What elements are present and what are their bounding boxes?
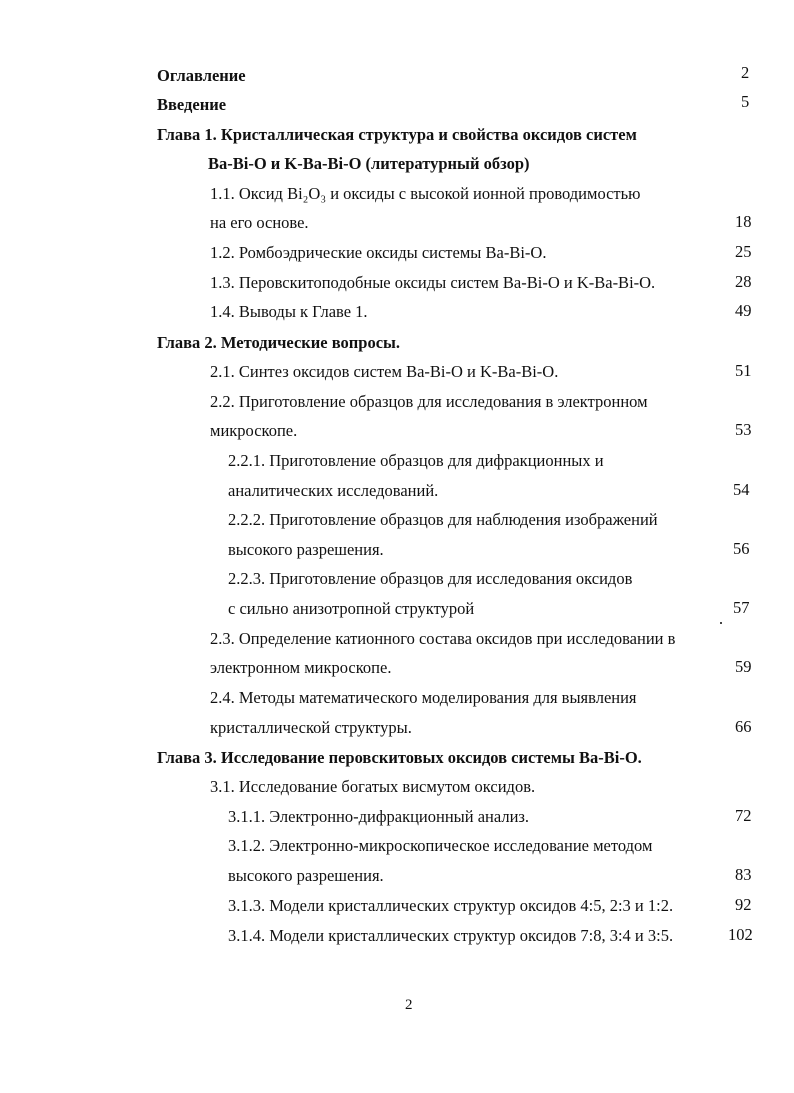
toc-line: высокого разрешения. (228, 540, 384, 559)
toc-page: 102 (728, 925, 753, 944)
toc-line: 2.2.1. Приготовление образцов для дифракционных и (228, 451, 604, 470)
toc-page: 56 (733, 539, 750, 558)
toc-page: 54 (733, 480, 750, 499)
toc-line: 3.1.1. Электронно-дифракционный анализ. (228, 807, 530, 826)
toc-line: 2.4. Методы математического моделирования для выявления (210, 688, 637, 707)
toc-page: 2 (741, 63, 750, 82)
toc-line: Ba-Bi-O и K-Ba-Bi-O (литературный обзор) (208, 154, 530, 173)
toc-line: Глава 3. Исследование перовскитовых оксидов системы Ba-Bi-O. (157, 748, 642, 767)
toc-line: высокого разрешения. (228, 866, 384, 885)
toc-page: 53 (735, 420, 752, 439)
toc-line: 1.3. Перовскитоподобные оксиды систем Ba-Bi-O и K-Ba-Bi-O. (210, 273, 656, 292)
toc-line: 3.1.4. Модели кристаллических структур оксидов 7:8, 3:4 и 3:5. (228, 926, 674, 945)
toc-line: 1.4. Выводы к Главе 1. (210, 302, 368, 321)
toc-line: электронном микроскопе. (210, 658, 392, 677)
toc-page: 25 (735, 242, 752, 261)
toc-page: 5 (741, 92, 750, 111)
toc-line: 2.1. Синтез оксидов систем Ba-Bi-O и K-Ba-Bi-O. (210, 362, 559, 381)
toc-line: микроскопе. (210, 421, 298, 440)
toc-line: кристаллической структуры. (210, 718, 412, 737)
toc-line: Глава 2. Методические вопросы. (157, 333, 401, 352)
toc-line: Глава 1. Кристаллическая структура и свойства оксидов систем (157, 125, 637, 144)
toc-line: 2.2.3. Приготовление образцов для исследования оксидов (228, 569, 633, 588)
scan-speck (720, 622, 722, 624)
toc-page: 59 (735, 657, 752, 676)
toc-page: 57 (733, 598, 750, 617)
toc-line: на его основе. (210, 213, 309, 232)
toc-line: 3.1.3. Модели кристаллических структур оксидов 4:5, 2:3 и 1:2. (228, 896, 674, 915)
toc-page: 51 (735, 361, 752, 380)
toc-line: Введение (157, 95, 227, 114)
toc-line: 1.2. Ромбоэдрические оксиды системы Ba-Bi-O. (210, 243, 547, 262)
toc-line: 2.2. Приготовление образцов для исследования в электронном (210, 392, 648, 411)
toc-page: 28 (735, 272, 752, 291)
toc-line: аналитических исследований. (228, 481, 439, 500)
toc-page: 92 (735, 895, 752, 914)
toc-line: 2.2.2. Приготовление образцов для наблюдения изображений (228, 510, 658, 529)
toc-line: 1.1. Оксид Bi₂O₃ и оксиды с высокой ионной проводимостью (210, 184, 641, 203)
toc-page: 18 (735, 212, 752, 231)
toc-page: 49 (735, 301, 752, 320)
toc-page: 66 (735, 717, 752, 736)
toc-line: Оглавление (157, 66, 246, 85)
toc-line: 3.1. Исследование богатых висмутом оксидов. (210, 777, 536, 796)
toc-page: 83 (735, 865, 752, 884)
page-number: 2 (405, 997, 413, 1013)
toc-page: 72 (735, 806, 752, 825)
toc-line: с сильно анизотропной структурой (228, 599, 475, 618)
toc-line: 3.1.2. Электронно-микроскопическое исследование методом (228, 836, 653, 855)
toc-line: 2.3. Определение катионного состава оксидов при исследовании в (210, 629, 676, 648)
